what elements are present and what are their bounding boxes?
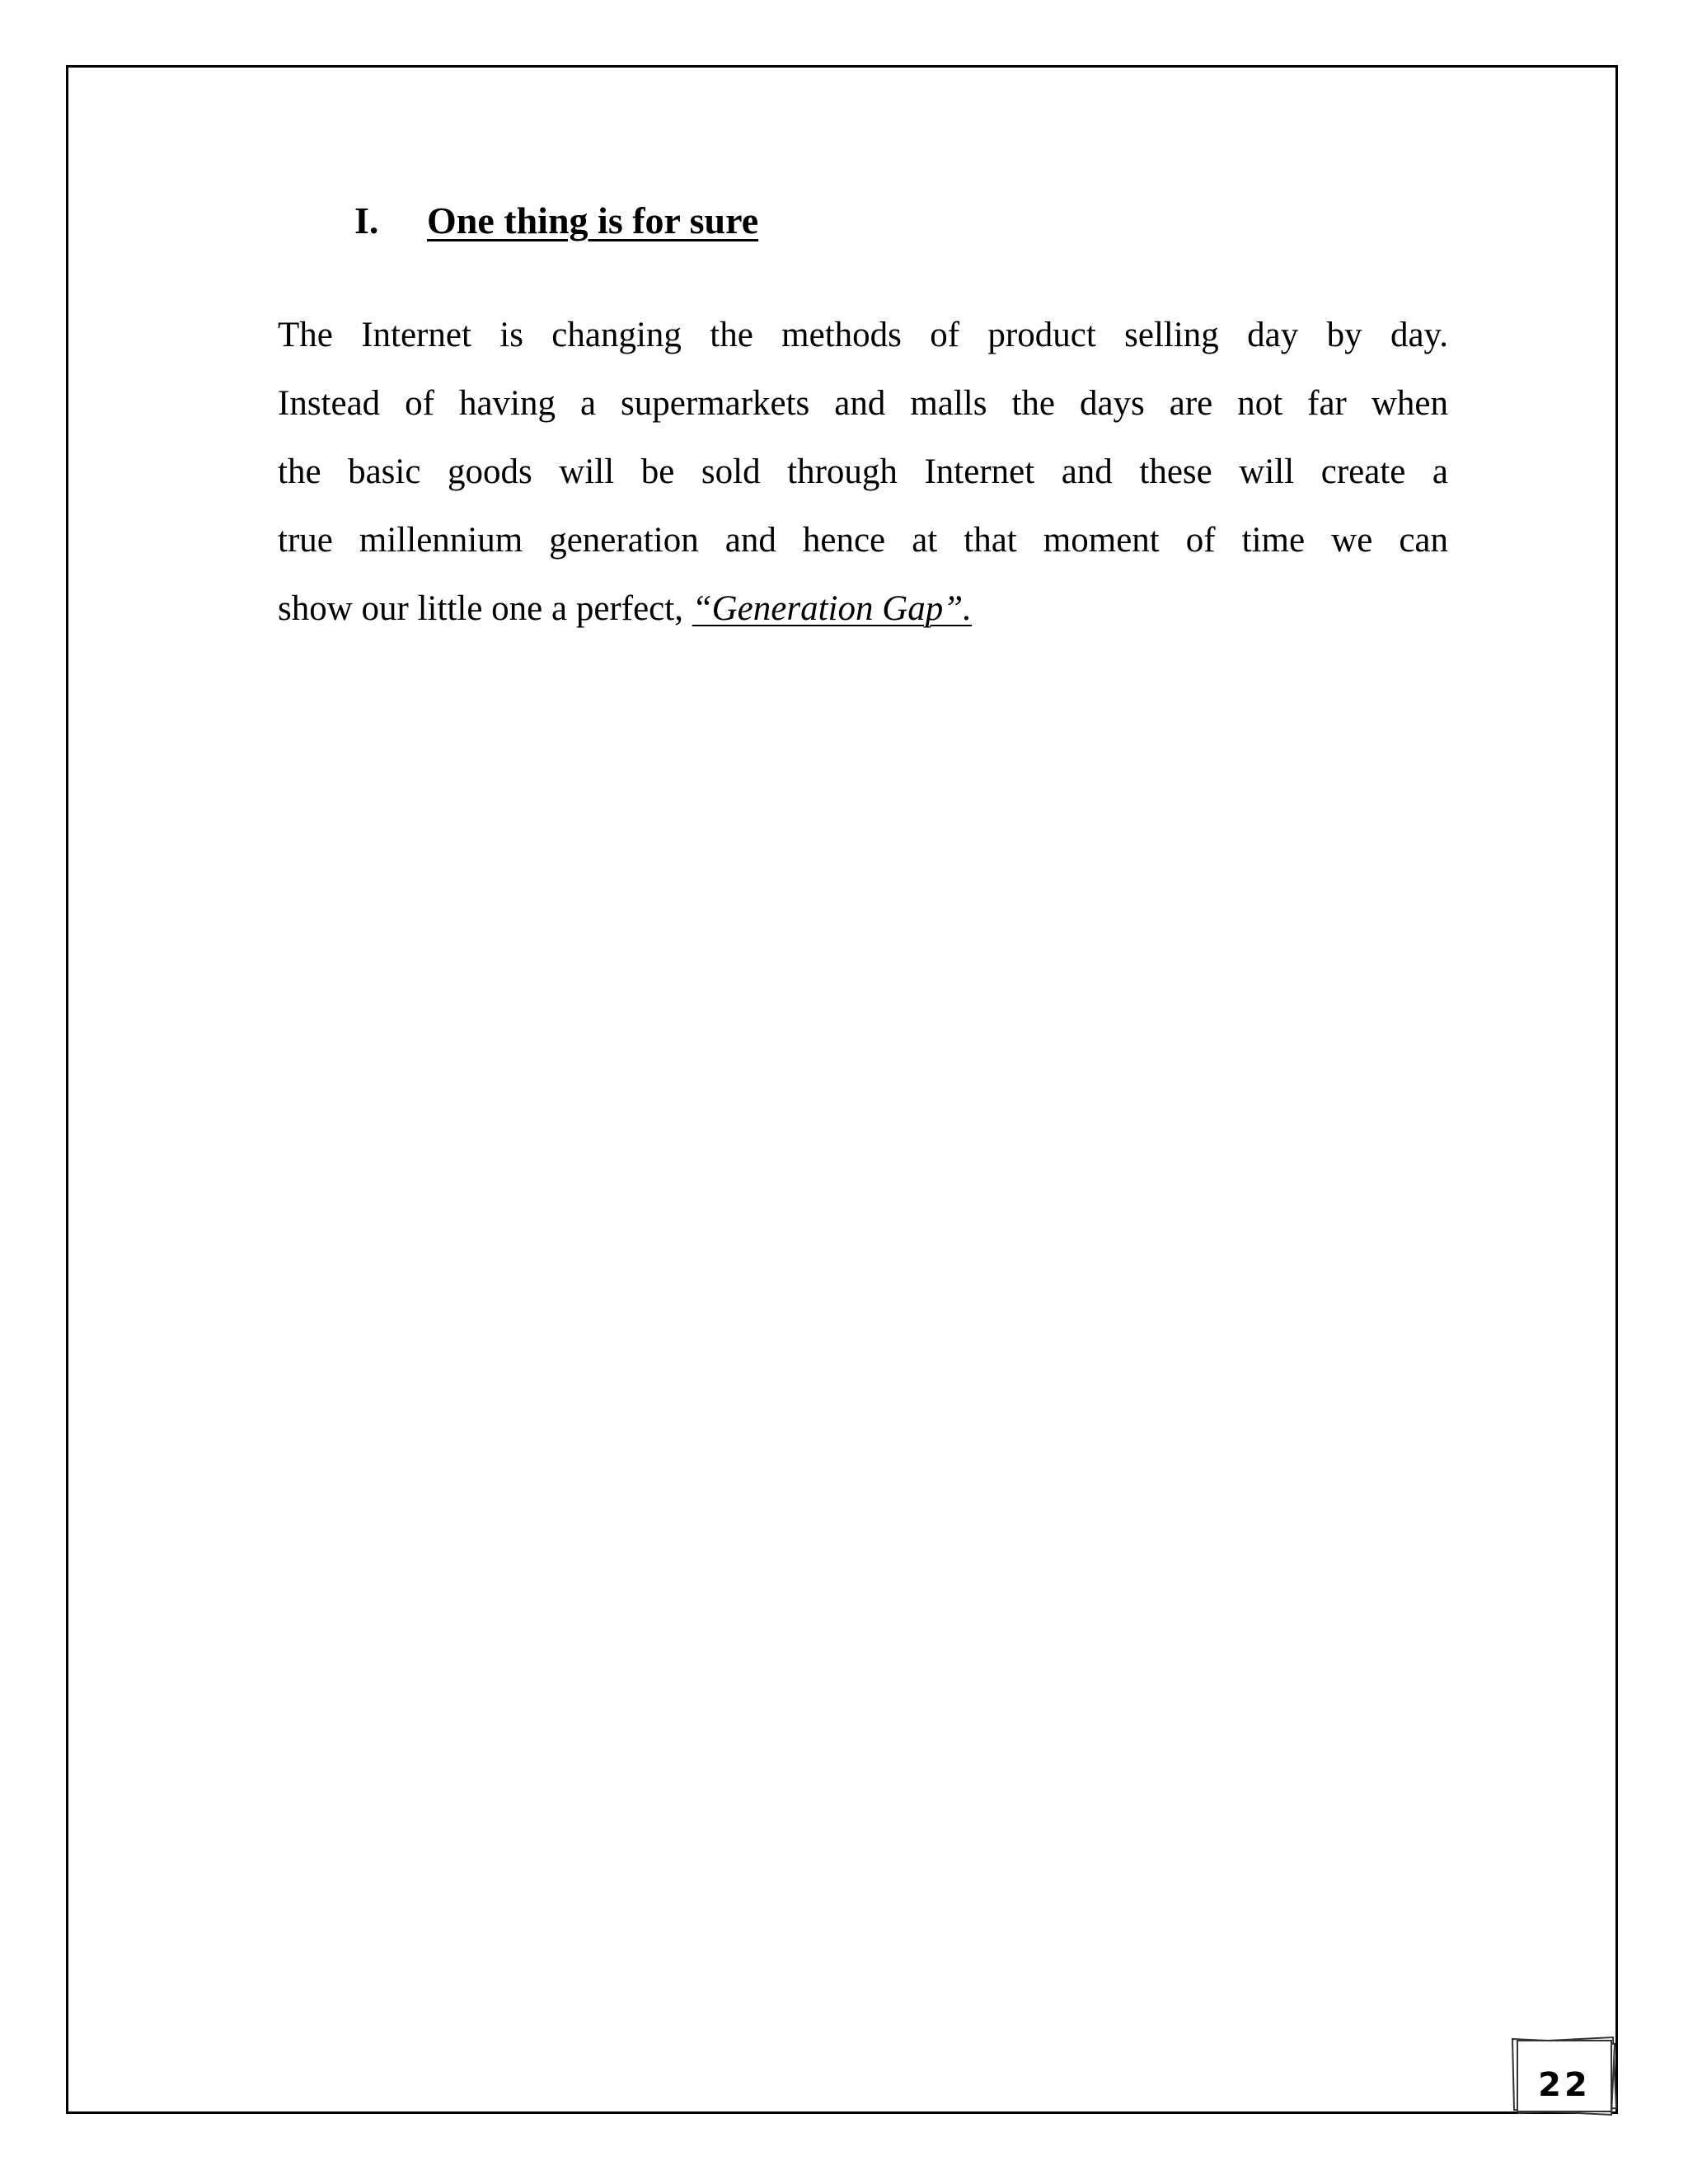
paragraph-last-line <box>278 574 1448 643</box>
page-number-badge <box>1511 2036 1618 2118</box>
paragraph-line: Instead of having a supermarkets and malls the days are not far when <box>278 384 1448 423</box>
page-number: 22 <box>1538 2066 1591 2104</box>
paragraph-line: The Internet is changing the methods of product selling day by day. <box>278 316 1448 354</box>
section-title: One thing is for sure <box>427 199 759 241</box>
section-heading <box>354 196 758 246</box>
paragraph-line: the basic goods will be sold through Internet and these will create a <box>278 452 1448 491</box>
body-paragraph <box>278 301 1448 643</box>
paragraph-line: true millennium generation and hence at that moment of time we can <box>278 521 1448 560</box>
paragraph-last-line-text: show our little one a perfect, <box>278 589 683 628</box>
generation-gap-emphasis: “Generation Gap”. <box>692 589 972 628</box>
section-numeral: I. <box>354 199 379 241</box>
